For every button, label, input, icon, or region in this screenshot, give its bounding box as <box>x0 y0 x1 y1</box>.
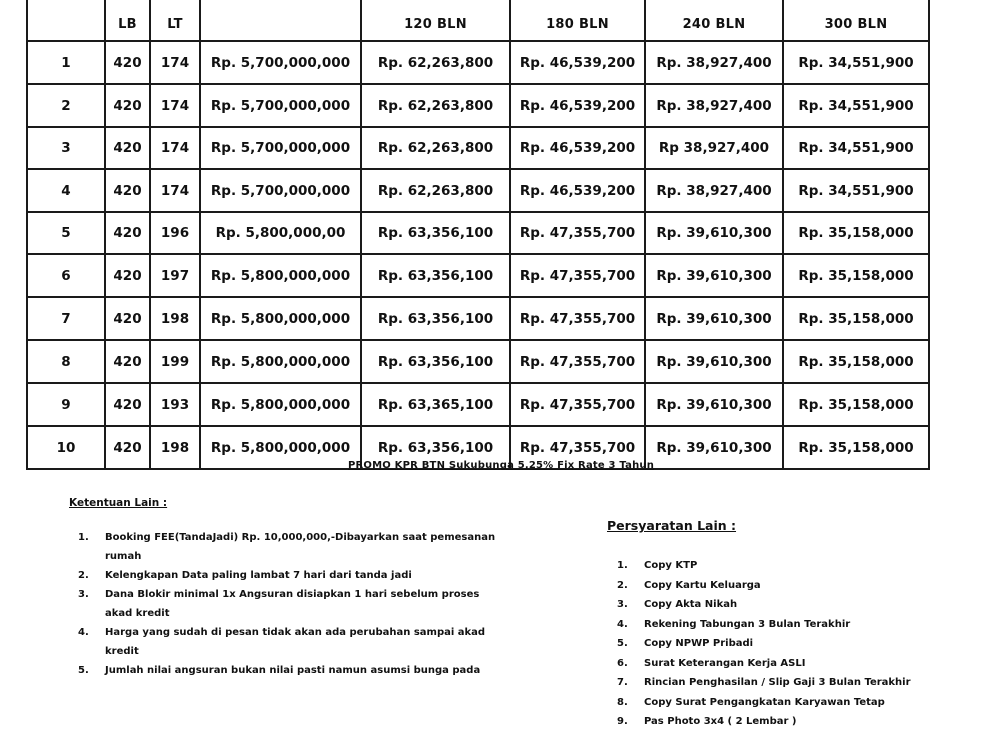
table-header-row <box>27 0 929 41</box>
header-300-bln: 300 BLN <box>783 0 929 41</box>
cell-lt: 198 <box>150 426 200 469</box>
list-item-text: Rincian Penghasilan / Slip Gaji 3 Bulan Terakhir <box>644 677 911 688</box>
cell-180-bln: Rp. 46,539,200 <box>510 41 645 84</box>
cell-lt: 198 <box>150 297 200 340</box>
table-row <box>27 127 929 169</box>
table-row <box>27 169 929 212</box>
cell-120-bln: Rp. 63,356,100 <box>361 426 510 469</box>
ketentuan-title: Ketentuan Lain : <box>69 497 168 509</box>
cell-lt: 174 <box>150 41 200 84</box>
header-240-bln: 240 BLN <box>645 0 783 41</box>
cell-120-bln: Rp. 63,356,100 <box>361 297 510 340</box>
list-item-number: 5. <box>617 638 628 649</box>
cell-300-bln: Rp. 34,551,900 <box>783 127 929 169</box>
list-item-number: 1. <box>78 532 89 543</box>
list-item-text: Copy NPWP Pribadi <box>644 638 754 649</box>
cell-price: Rp. 5,700,000,000 <box>200 41 361 84</box>
cell-lb: 420 <box>105 426 150 469</box>
cell-price: Rp. 5,700,000,000 <box>200 127 361 169</box>
cell-180-bln: Rp. 47,355,700 <box>510 212 645 254</box>
header-number <box>27 0 105 41</box>
cell-120-bln: Rp. 62,263,800 <box>361 169 510 212</box>
price-table <box>26 0 930 470</box>
cell-lb: 420 <box>105 254 150 297</box>
persyaratan-item <box>617 712 947 732</box>
cell-lb: 420 <box>105 297 150 340</box>
cell-lb: 420 <box>105 84 150 127</box>
cell-240-bln: Rp. 39,610,300 <box>645 212 783 254</box>
header-180-bln: 180 BLN <box>510 0 645 41</box>
list-item-number: 5. <box>78 665 89 676</box>
cell-240-bln: Rp. 39,610,300 <box>645 254 783 297</box>
cell-120-bln: Rp. 62,263,800 <box>361 127 510 169</box>
cell-price: Rp. 5,800,000,000 <box>200 340 361 383</box>
cell-lt: 199 <box>150 340 200 383</box>
persyaratan-item <box>617 595 947 615</box>
cell-300-bln: Rp. 35,158,000 <box>783 426 929 469</box>
list-item-number: 4. <box>78 627 89 638</box>
list-item-text: Pas Photo 3x4 ( 2 Lembar ) <box>644 716 797 727</box>
cell-lb: 420 <box>105 127 150 169</box>
cell-lb: 420 <box>105 169 150 212</box>
list-item-number: 2. <box>78 570 89 581</box>
table-row <box>27 340 929 383</box>
cell-180-bln: Rp. 47,355,700 <box>510 297 645 340</box>
persyaratan-title: Persyaratan Lain : <box>607 518 737 533</box>
persyaratan-item <box>617 654 947 674</box>
list-item-text: Kelengkapan Data paling lambat 7 hari dari tanda jadi <box>105 570 412 581</box>
cell-120-bln: Rp. 62,263,800 <box>361 41 510 84</box>
list-item-text: Dana Blokir minimal 1x Angsuran disiapkan 1 hari sebelum proses akad kredit <box>105 589 480 619</box>
cell-lb: 420 <box>105 212 150 254</box>
list-item-text: Booking FEE(TandaJadi) Rp. 10,000,000,-Dibayarkan saat pemesanan rumah <box>105 532 496 562</box>
cell-180-bln: Rp. 46,539,200 <box>510 169 645 212</box>
cell-240-bln: Rp. 38,927,400 <box>645 169 783 212</box>
cell-lt: 197 <box>150 254 200 297</box>
cell-180-bln: Rp. 47,355,700 <box>510 383 645 426</box>
table-row <box>27 212 929 254</box>
cell-300-bln: Rp. 35,158,000 <box>783 297 929 340</box>
list-item-number: 6. <box>617 657 628 669</box>
cell-180-bln: Rp. 47,355,700 <box>510 340 645 383</box>
cell-240-bln: Rp. 39,610,300 <box>645 340 783 383</box>
cell-lt: 196 <box>150 212 200 254</box>
table-row <box>27 297 929 340</box>
table-body <box>27 41 929 469</box>
list-item-number: 7. <box>617 677 628 688</box>
cell-number: 10 <box>27 426 105 469</box>
table-row <box>27 254 929 297</box>
list-item-number: 3. <box>617 599 628 610</box>
cell-240-bln: Rp 38,927,400 <box>645 127 783 169</box>
cell-120-bln: Rp. 62,263,800 <box>361 84 510 127</box>
cell-300-bln: Rp. 35,158,000 <box>783 340 929 383</box>
cell-180-bln: Rp. 47,355,700 <box>510 426 645 469</box>
cell-price: Rp. 5,800,000,000 <box>200 254 361 297</box>
cell-price: Rp. 5,800,000,00 <box>200 212 361 254</box>
list-item-text: Copy KTP <box>644 560 698 571</box>
cell-price: Rp. 5,700,000,000 <box>200 84 361 127</box>
cell-number: 9 <box>27 383 105 426</box>
cell-240-bln: Rp. 39,610,300 <box>645 426 783 469</box>
header-lt: LT <box>150 0 200 41</box>
cell-240-bln: Rp. 39,610,300 <box>645 383 783 426</box>
cell-lb: 420 <box>105 340 150 383</box>
persyaratan-item <box>617 556 947 576</box>
ketentuan-item <box>78 623 508 661</box>
table-row <box>27 383 929 426</box>
cell-price: Rp. 5,800,000,000 <box>200 383 361 426</box>
cell-lt: 174 <box>150 84 200 127</box>
cell-120-bln: Rp. 63,356,100 <box>361 254 510 297</box>
list-item-text: Rekening Tabungan 3 Bulan Terakhir <box>644 618 851 630</box>
cell-300-bln: Rp. 35,158,000 <box>783 254 929 297</box>
cell-120-bln: Rp. 63,356,100 <box>361 212 510 254</box>
persyaratan-item <box>617 693 947 713</box>
header-price <box>200 0 361 41</box>
cell-300-bln: Rp. 34,551,900 <box>783 41 929 84</box>
cell-price: Rp. 5,800,000,000 <box>200 297 361 340</box>
cell-300-bln: Rp. 34,551,900 <box>783 169 929 212</box>
persyaratan-item <box>617 673 947 693</box>
ketentuan-item <box>78 661 508 680</box>
list-item-number: 1. <box>617 560 628 571</box>
list-item-text: Harga yang sudah di pesan tidak akan ada perubahan sampai akad kredit <box>105 627 486 657</box>
persyaratan-list <box>617 556 947 732</box>
cell-180-bln: Rp. 47,355,700 <box>510 254 645 297</box>
cell-180-bln: Rp. 46,539,200 <box>510 84 645 127</box>
cell-120-bln: Rp. 63,356,100 <box>361 340 510 383</box>
list-item-text: Jumlah nilai angsuran bukan nilai pasti namun asumsi bunga pada <box>105 665 481 676</box>
cell-number: 7 <box>27 297 105 340</box>
cell-number: 5 <box>27 212 105 254</box>
cell-180-bln: Rp. 46,539,200 <box>510 127 645 169</box>
cell-price: Rp. 5,700,000,000 <box>200 169 361 212</box>
cell-lb: 420 <box>105 41 150 84</box>
cell-120-bln: Rp. 63,365,100 <box>361 383 510 426</box>
list-item-text: Copy Kartu Keluarga <box>644 579 761 591</box>
persyaratan-item <box>617 615 947 635</box>
list-item-number: 9. <box>617 716 628 727</box>
header-lb: LB <box>105 0 150 41</box>
persyaratan-item <box>617 634 947 654</box>
header-120-bln: 120 BLN <box>361 0 510 41</box>
cell-number: 4 <box>27 169 105 212</box>
table-row <box>27 84 929 127</box>
cell-number: 6 <box>27 254 105 297</box>
ketentuan-list <box>78 528 508 680</box>
cell-number: 2 <box>27 84 105 127</box>
cell-300-bln: Rp. 34,551,900 <box>783 84 929 127</box>
cell-300-bln: Rp. 35,158,000 <box>783 383 929 426</box>
cell-lt: 174 <box>150 127 200 169</box>
list-item-number: 2. <box>617 579 628 591</box>
cell-240-bln: Rp. 38,927,400 <box>645 84 783 127</box>
cell-lt: 193 <box>150 383 200 426</box>
list-item-number: 3. <box>78 589 89 600</box>
cell-price: Rp. 5,800,000,000 <box>200 426 361 469</box>
table-row <box>27 41 929 84</box>
ketentuan-item <box>78 585 508 623</box>
cell-240-bln: Rp. 39,610,300 <box>645 297 783 340</box>
cell-number: 1 <box>27 41 105 84</box>
cell-number: 8 <box>27 340 105 383</box>
cell-number: 3 <box>27 127 105 169</box>
list-item-text: Copy Akta Nikah <box>644 599 738 610</box>
persyaratan-item <box>617 576 947 596</box>
ketentuan-item <box>78 566 508 585</box>
cell-lt: 174 <box>150 169 200 212</box>
list-item-text: Copy Surat Pengangkatan Karyawan Tetap <box>644 696 885 708</box>
cell-300-bln: Rp. 35,158,000 <box>783 212 929 254</box>
promo-note: PROMO KPR BTN Sukubunga 5,25% Fix Rate 3 Tahun <box>348 460 655 471</box>
list-item-text: Surat Keterangan Kerja ASLI <box>644 657 806 669</box>
cell-lb: 420 <box>105 383 150 426</box>
list-item-number: 4. <box>617 618 628 630</box>
list-item-number: 8. <box>617 696 628 708</box>
ketentuan-item <box>78 528 508 566</box>
cell-240-bln: Rp. 38,927,400 <box>645 41 783 84</box>
